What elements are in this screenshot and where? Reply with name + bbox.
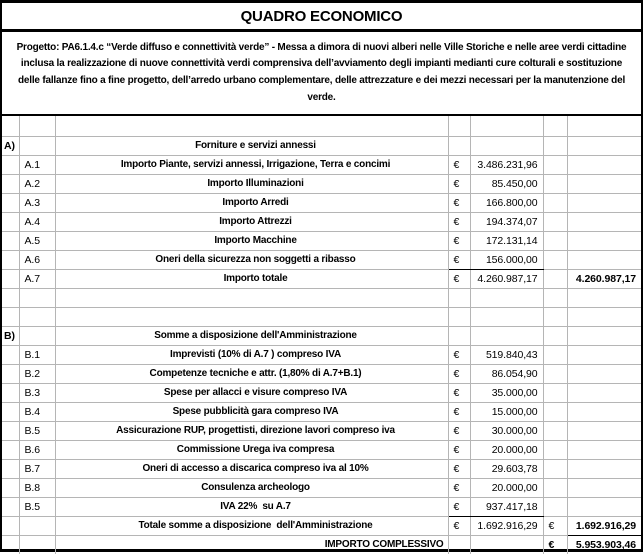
cell-code — [2, 460, 19, 479]
euro-symbol-total — [543, 403, 567, 422]
cell-subcode: B.2 — [19, 365, 55, 384]
cell-code — [2, 213, 19, 232]
cell-subcode: A.1 — [19, 156, 55, 175]
cell-amount: 519.840,43 — [470, 346, 543, 365]
cell-amount-total — [567, 441, 641, 460]
cell-amount: 85.450,00 — [470, 175, 543, 194]
cell-subcode: A.6 — [19, 251, 55, 270]
euro-symbol — [448, 308, 470, 327]
euro-symbol-total — [543, 270, 567, 289]
euro-symbol: € — [448, 156, 470, 175]
euro-symbol: € — [448, 460, 470, 479]
cell-subcode — [19, 536, 55, 554]
cell-amount: 1.692.916,29 — [470, 517, 543, 536]
euro-symbol: € — [448, 498, 470, 517]
cell-amount-total — [567, 156, 641, 175]
cell-description: Spese per allacci e visure compreso IVA — [55, 384, 448, 403]
cell-subcode — [19, 289, 55, 308]
cell-amount: 20.000,00 — [470, 479, 543, 498]
euro-symbol — [448, 327, 470, 346]
table-row — [2, 137, 641, 156]
cell-amount: 4.260.987,17 — [470, 270, 543, 289]
page-title: QUADRO ECONOMICO — [241, 8, 403, 25]
cell-code — [2, 232, 19, 251]
cell-amount — [470, 289, 543, 308]
cell-subcode: A.7 — [19, 270, 55, 289]
euro-symbol-total — [543, 289, 567, 308]
cell-code: A) — [2, 137, 19, 156]
cell-subcode — [19, 137, 55, 156]
cell-amount-total — [567, 384, 641, 403]
euro-symbol-total: € — [543, 536, 567, 554]
cell-amount-total: 1.692.916,29 — [567, 517, 641, 536]
table-row — [2, 479, 641, 498]
cell-amount-total — [567, 251, 641, 270]
cell-subcode: B.8 — [19, 479, 55, 498]
euro-symbol-total — [543, 308, 567, 327]
euro-symbol — [448, 536, 470, 554]
economic-table — [2, 116, 641, 554]
euro-symbol: € — [448, 346, 470, 365]
cell-subcode: B.1 — [19, 346, 55, 365]
euro-symbol-total — [543, 498, 567, 517]
euro-symbol-total — [543, 194, 567, 213]
cell-description: Consulenza archeologo — [55, 479, 448, 498]
table-row — [2, 346, 641, 365]
euro-symbol-total — [543, 365, 567, 384]
cell-code — [2, 498, 19, 517]
table-row — [2, 498, 641, 517]
euro-symbol: € — [448, 365, 470, 384]
table-row — [2, 327, 641, 346]
euro-symbol-total — [543, 441, 567, 460]
euro-symbol: € — [448, 194, 470, 213]
euro-symbol-total — [543, 346, 567, 365]
euro-symbol: € — [448, 403, 470, 422]
cell-subcode: A.3 — [19, 194, 55, 213]
cell-description: Importo Illuminazioni — [55, 175, 448, 194]
euro-symbol-total — [543, 232, 567, 251]
cell-description: Commissione Urega iva compresa — [55, 441, 448, 460]
euro-symbol: € — [448, 213, 470, 232]
euro-symbol: € — [448, 517, 470, 536]
cell-amount: 172.131,14 — [470, 232, 543, 251]
table-row — [2, 175, 641, 194]
cell-description: Imprevisti (10% di A.7 ) compreso IVA — [55, 346, 448, 365]
cell-description: Importo Macchine — [55, 232, 448, 251]
cell-description: Totale somme a disposizione dell'Amministrazione — [55, 517, 448, 536]
spacer-row — [2, 116, 641, 137]
euro-symbol-total — [543, 251, 567, 270]
euro-symbol: € — [448, 384, 470, 403]
cell-subcode — [19, 517, 55, 536]
euro-symbol-total — [543, 327, 567, 346]
cell-code — [2, 384, 19, 403]
cell-amount: 15.000,00 — [470, 403, 543, 422]
euro-symbol: € — [448, 175, 470, 194]
cell-description — [55, 308, 448, 327]
table-area — [2, 116, 641, 554]
cell-amount-total — [567, 194, 641, 213]
title-band — [2, 3, 641, 32]
table-row — [2, 232, 641, 251]
euro-symbol-total — [543, 460, 567, 479]
cell-code — [2, 308, 19, 327]
cell-description: Somme a disposizione dell'Amministrazione — [55, 327, 448, 346]
cell-amount-total — [567, 422, 641, 441]
cell-subcode: B.4 — [19, 403, 55, 422]
cell-amount: 156.000,00 — [470, 251, 543, 270]
cell-amount — [470, 308, 543, 327]
cell-code — [2, 194, 19, 213]
euro-symbol-total — [543, 384, 567, 403]
table-row — [2, 156, 641, 175]
cell-amount-total — [567, 479, 641, 498]
cell-amount-total — [567, 498, 641, 517]
cell-amount — [470, 327, 543, 346]
table-row — [2, 422, 641, 441]
cell-amount: 937.417,18 — [470, 498, 543, 517]
cell-code — [2, 365, 19, 384]
euro-symbol: € — [448, 232, 470, 251]
euro-symbol-total — [543, 137, 567, 156]
euro-symbol: € — [448, 270, 470, 289]
cell-code — [2, 441, 19, 460]
table-row — [2, 536, 641, 554]
cell-amount-total — [567, 116, 641, 137]
cell-description: Importo totale — [55, 270, 448, 289]
euro-symbol-total — [543, 422, 567, 441]
cell-amount: 194.374,07 — [470, 213, 543, 232]
cell-description — [55, 289, 448, 308]
cell-amount — [470, 116, 543, 137]
cell-code — [2, 251, 19, 270]
cell-subcode: A.2 — [19, 175, 55, 194]
cell-description: Oneri della sicurezza non soggetti a ribasso — [55, 251, 448, 270]
cell-amount-total — [567, 365, 641, 384]
cell-amount: 29.603,78 — [470, 460, 543, 479]
cell-amount: 166.800,00 — [470, 194, 543, 213]
euro-symbol — [448, 116, 470, 137]
cell-description: Assicurazione RUP, progettisti, direzione lavori compreso iva — [55, 422, 448, 441]
euro-symbol — [448, 137, 470, 156]
cell-description: Importo Piante, servizi annessi, Irrigazione, Terra e concimi — [55, 156, 448, 175]
cell-subcode — [19, 308, 55, 327]
euro-symbol-total — [543, 479, 567, 498]
euro-symbol-total — [543, 156, 567, 175]
cell-subcode: B.6 — [19, 441, 55, 460]
cell-code — [2, 517, 19, 536]
cell-subcode: B.5 — [19, 422, 55, 441]
cell-description: IVA 22% su A.7 — [55, 498, 448, 517]
cell-code — [2, 289, 19, 308]
table-row — [2, 384, 641, 403]
table-row — [2, 365, 641, 384]
cell-description: Forniture e servizi annessi — [55, 137, 448, 156]
cell-amount — [470, 536, 543, 554]
table-row — [2, 460, 641, 479]
euro-symbol-total — [543, 116, 567, 137]
cell-code — [2, 536, 19, 554]
cell-description: Competenze tecniche e attr. (1,80% di A.7+B.1) — [55, 365, 448, 384]
cell-subcode: B.7 — [19, 460, 55, 479]
cell-subcode: A.5 — [19, 232, 55, 251]
table-row — [2, 289, 641, 308]
cell-code — [2, 270, 19, 289]
table-row — [2, 441, 641, 460]
project-description: Progetto: PA6.1.4.c “Verde diffuso e connettività verde” - Messa a dimora di nuovi alberi nelle Ville Storiche e nelle aree verdi cittadine inclusa la realizzazione di nuove connettività verdi comprensiva dell’avviamento degli impianti medianti cure colturali e sostituzione delle fallanze fino a fine progetto, dell’arredo urbano complementare, delle attrezzature e dei mezzi necessari per la manutenzione del verde. — [10, 40, 633, 106]
cell-amount-total — [567, 308, 641, 327]
euro-symbol: € — [448, 441, 470, 460]
cell-description: IMPORTO COMPLESSIVO — [55, 536, 448, 554]
euro-symbol-total: € — [543, 517, 567, 536]
cell-description — [55, 116, 448, 137]
cell-description: Spese pubblicità gara compreso IVA — [55, 403, 448, 422]
euro-symbol: € — [448, 251, 470, 270]
cell-amount-total — [567, 327, 641, 346]
cell-amount-total: 4.260.987,17 — [567, 270, 641, 289]
cell-code — [2, 156, 19, 175]
cell-amount — [470, 137, 543, 156]
euro-symbol — [448, 289, 470, 308]
table-body — [2, 116, 641, 554]
cell-amount: 30.000,00 — [470, 422, 543, 441]
euro-symbol-total — [543, 175, 567, 194]
cell-amount-total — [567, 213, 641, 232]
table-row — [2, 403, 641, 422]
cell-code: B) — [2, 327, 19, 346]
cell-code — [2, 403, 19, 422]
cell-amount-total: 5.953.903,46 — [567, 536, 641, 554]
cell-description: Importo Arredi — [55, 194, 448, 213]
euro-symbol-total — [543, 213, 567, 232]
cell-amount: 3.486.231,96 — [470, 156, 543, 175]
table-row — [2, 308, 641, 327]
cell-subcode: A.4 — [19, 213, 55, 232]
cell-amount-total — [567, 232, 641, 251]
cell-amount: 35.000,00 — [470, 384, 543, 403]
cell-amount-total — [567, 289, 641, 308]
cell-amount-total — [567, 460, 641, 479]
cell-description: Oneri di accesso a discarica compreso iva al 10% — [55, 460, 448, 479]
cell-amount: 20.000,00 — [470, 441, 543, 460]
cell-subcode: B.3 — [19, 384, 55, 403]
cell-code — [2, 116, 19, 137]
table-row — [2, 194, 641, 213]
cell-description: Importo Attrezzi — [55, 213, 448, 232]
cell-amount-total — [567, 403, 641, 422]
project-description-box — [2, 32, 641, 116]
cell-code — [2, 422, 19, 441]
cell-code — [2, 479, 19, 498]
cell-amount-total — [567, 175, 641, 194]
cell-subcode — [19, 327, 55, 346]
table-row — [2, 213, 641, 232]
cell-subcode — [19, 116, 55, 137]
cell-code — [2, 175, 19, 194]
cell-amount: 86.054,90 — [470, 365, 543, 384]
euro-symbol: € — [448, 422, 470, 441]
cell-code — [2, 346, 19, 365]
cell-subcode: B.5 — [19, 498, 55, 517]
cell-amount-total — [567, 346, 641, 365]
cell-amount-total — [567, 137, 641, 156]
table-row — [2, 517, 641, 536]
euro-symbol: € — [448, 479, 470, 498]
table-row — [2, 251, 641, 270]
table-row — [2, 270, 641, 289]
